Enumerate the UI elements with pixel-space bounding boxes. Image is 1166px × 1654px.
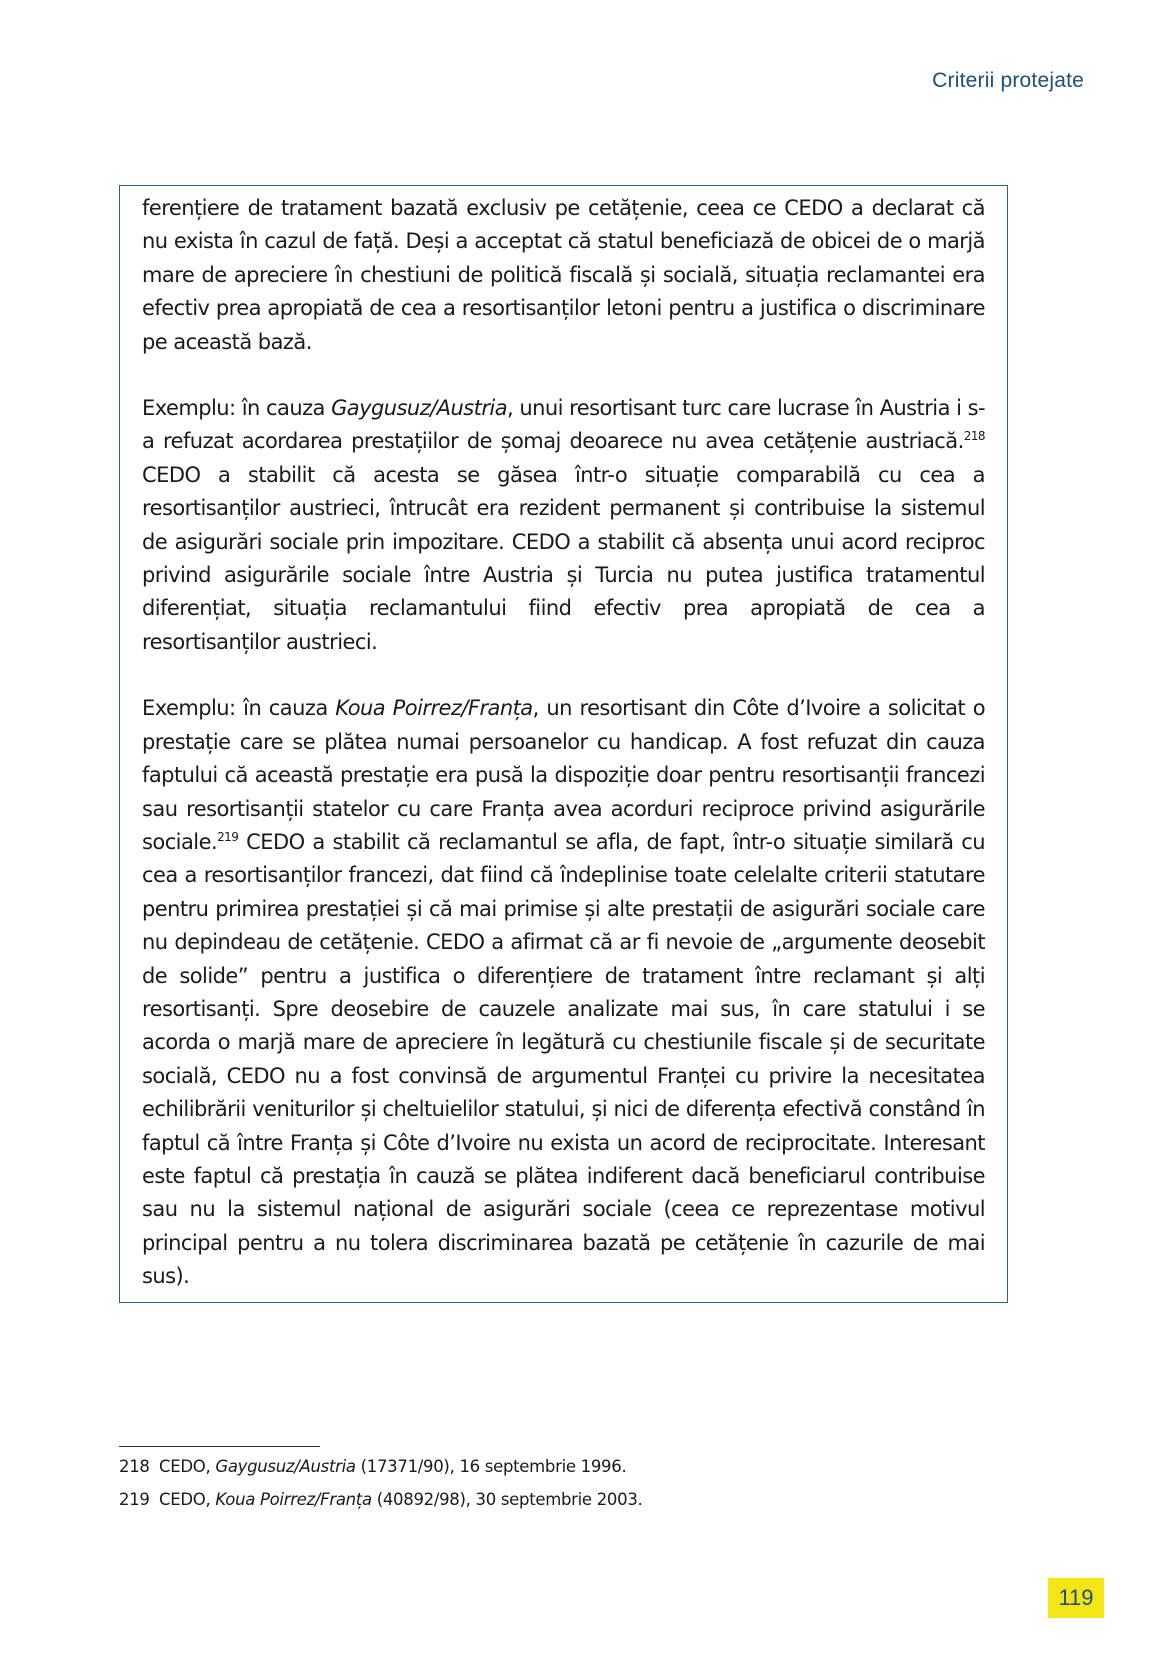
example-text: CEDO a stabilit că reclamantul se afla, de fapt, într-o situație similară cu cea a resortisanților francezi, dat fiind că îndeplinise toate celelalte criterii statutare pentru primirea prestației și că mai primise și alte prestații de asigurări sociale care nu depindeau de cetățenie. CEDO a afirmat că ar fi nevoie de „argumente deosebit de solide” pentru a justifica o diferențiere de tratament între reclamant și alți resortisanți. Spre deosebire de cauzele analizate mai sus, în care statului i se acorda o marjă mare de apreciere în legătură cu chestiunile fiscale și de securitate socială, CEDO nu a fost convinsă de argumentul Franței cu privire la necesitatea echilibrării veniturilor și cheltuielilor statului, și nici de diferența efectivă constând în faptul că între Franța și Côte d’Ivoire nu exista un acord de reciprocitate. Interesant este faptul că prestația în cauză se plătea indiferent dacă beneficiarul contribuise sau nu la sistemul național de asigurări sociale (ceea ce reprezentase motivul principal pentru a nu tolera discriminarea bazată pe cetățenie în cazurile de mai sus).	[142, 829, 985, 1289]
example-text: , un resortisant din Côte d’Ivoire a solicitat o prestație care se plătea numai persoanelor cu handicap. A fost refuzat din cauza faptului că această prestație era pusă la dispoziție doar pentru resortisanții francezi sau resortisanții statelor cu care Franța avea acorduri reciproce privind asigurările sociale.	[142, 696, 985, 854]
example-gaygusuz	[142, 392, 985, 659]
running-header: Criterii protejate	[932, 69, 1084, 92]
case-name: Gaygusuz/Austria	[331, 396, 508, 421]
case-name: Koua Poirrez/Franța	[335, 696, 533, 721]
case-law-box	[119, 185, 1008, 1303]
example-lead: Exemplu: în cauza	[142, 396, 332, 421]
footnote-219	[119, 1489, 1019, 1522]
example-text: , unui resortisant turc care lucrase în Austria i s-a refuzat acordarea prestațiilor de șomaj deoarece nu avea cetățenie austriacă.	[142, 396, 985, 454]
footnote-case-name: Koua Poirrez/Franța	[215, 1490, 372, 1509]
example-lead: Exemplu: în cauza	[142, 696, 336, 721]
example-text: CEDO a stabilit că acesta se găsea într-o situație comparabilă cu cea a resortisanților austrieci, întrucât era rezident permanent și contribuise la sistemul de asigurări sociale prin impozitare. CEDO a stabilit că absența unui acord reciproc privind asigurările sociale între Austria și Turcia nu putea justifica tratamentul diferențiat, situația reclamantului fiind efectiv prea apropiată de cea a resortisanților austrieci.	[142, 462, 985, 654]
page-number: 119	[1048, 1578, 1104, 1618]
footnote-case-name: Gaygusuz/Austria	[215, 1457, 356, 1476]
footnote-divider	[119, 1446, 320, 1447]
footnote-text: CEDO,	[159, 1457, 216, 1476]
footnote-ref[interactable]: 219	[217, 829, 239, 844]
box-paragraph-continuation: ferențiere de tratament bazată exclusiv pe cetățenie, ceea ce CEDO a declarat că nu exista în cazul de față. Deși a acceptat că statul beneficiază de obicei de o marjă mare de apreciere în chestiuni de politică fiscală și socială, situația reclamantei era efectiv prea apropiată de cea a resortisanților letoni pentru a justifica o discriminare pe această bază.	[142, 196, 985, 354]
footnote-text: (17371/90), 16 septembrie 1996.	[355, 1457, 627, 1476]
footnote-218	[119, 1456, 1019, 1489]
footnote-number: 219	[119, 1490, 150, 1509]
footnote-text: (40892/98), 30 septembrie 2003.	[371, 1490, 643, 1509]
footnotes	[119, 1456, 1019, 1522]
footnote-ref[interactable]: 218	[963, 429, 985, 444]
example-koua-poirrez	[142, 692, 985, 1293]
footnote-text: CEDO,	[159, 1490, 216, 1509]
footnote-number: 218	[119, 1457, 150, 1476]
